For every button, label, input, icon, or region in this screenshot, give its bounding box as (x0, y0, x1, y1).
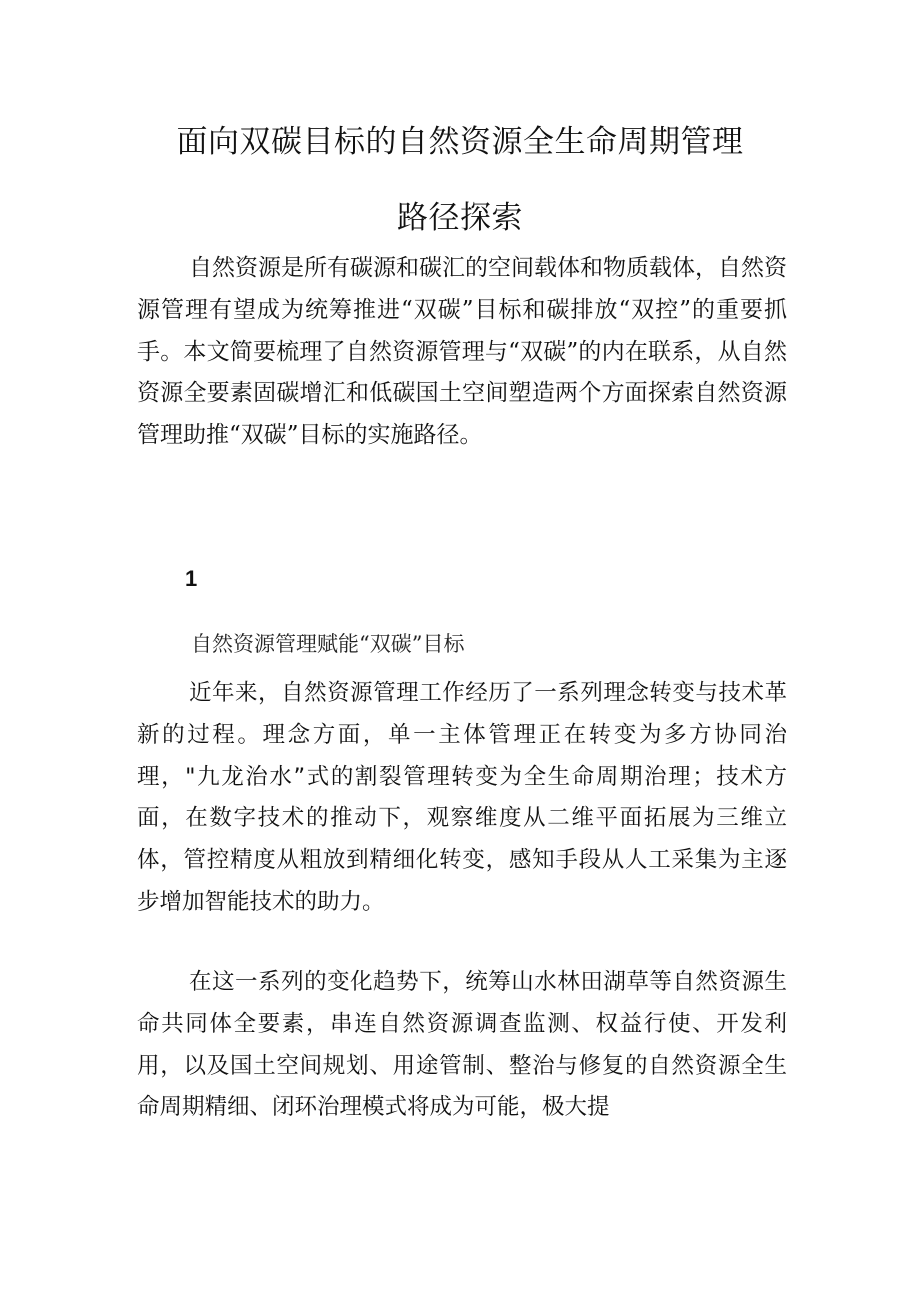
document-title-line-2: 路径探索 (397, 200, 523, 236)
section-title: 自然资源管理赋能“双碳”目标 (191, 632, 465, 656)
abstract-paragraph: 自然资源是所有碳源和碳汇的空间载体和物质载体，自然资源管理有望成为统筹推进“双碳”目标和碳排放“双控”的重要抓手。本文简要梳理了自然资源管理与“双碳”的内在联系，从自然资源全要素固碳增汇和低碳国土空间塑造两个方面探索自然资源管理助推“双碳”目标的实施路径。 (137, 255, 787, 449)
body-paragraph-2: 在这一系列的变化趋势下，统筹山水林田湖草等自然资源生命共同体全要素，串连自然资源调查监测、权益行使、开发利用，以及国土空间规划、用途管制、整治与修复的自然资源全生命周期精细、闭环治理模式将成为可能，极大提 (137, 969, 787, 1121)
document-title-line-1: 面向双碳目标的自然资源全生命周期管理 (176, 124, 744, 160)
section-number: 1 (185, 566, 198, 591)
body-paragraph-1: 近年来，自然资源管理工作经历了一系列理念转变与技术革新的过程。理念方面，单一主体管理正在转变为多方协同治理，"九龙治水”式的割裂管理转变为全生命周期治理；技术方面，在数字技术的推动下，观察维度从二维平面拓展为三维立体，管控精度从粗放到精细化转变，感知手段从人工采集为主逐步增加智能技术的助力。 (137, 680, 787, 915)
